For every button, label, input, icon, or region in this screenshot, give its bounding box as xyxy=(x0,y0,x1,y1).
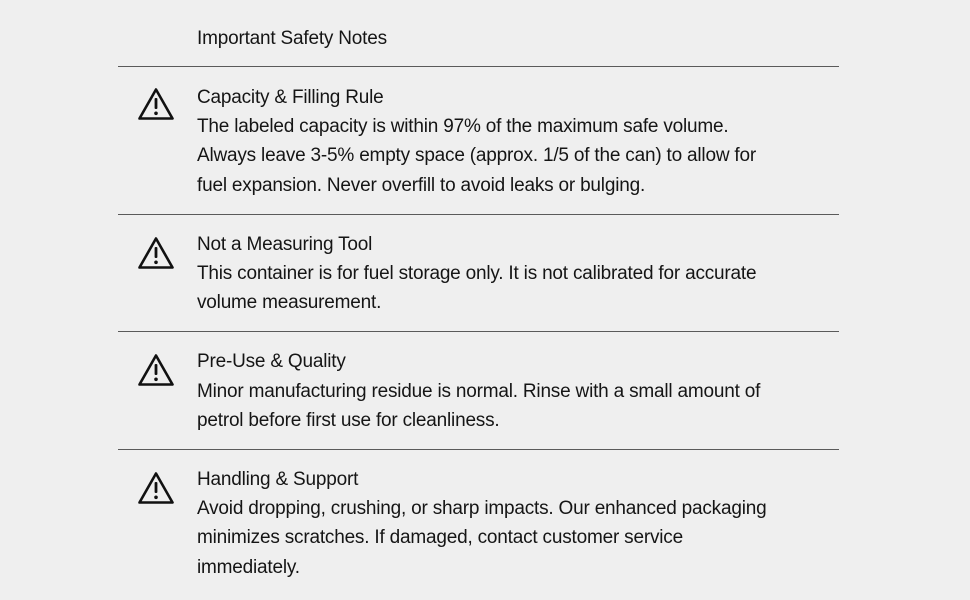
note-line: Avoid dropping, crushing, or sharp impacts. Our enhanced packaging xyxy=(197,498,767,519)
note-heading: Not a Measuring Tool xyxy=(197,234,373,255)
divider xyxy=(118,449,839,450)
note-line: Always leave 3-5% empty space (approx. 1/5 of the can) to allow for xyxy=(197,145,756,167)
note-line: The labeled capacity is within 97% of the maximum safe volume. xyxy=(197,116,729,137)
note-body xyxy=(197,377,807,436)
note-body xyxy=(197,112,807,200)
divider xyxy=(118,214,839,215)
note-line: Minor manufacturing residue is normal. Rinse with a small amount of xyxy=(197,381,761,402)
note-line: minimizes scratches. If damaged, contact customer service xyxy=(197,527,683,549)
note-body xyxy=(197,494,807,582)
note-body xyxy=(197,259,807,318)
warning-triangle-icon xyxy=(137,471,175,505)
note-line: volume measurement. xyxy=(197,292,382,314)
warning-triangle-icon xyxy=(137,353,175,387)
warning-triangle-icon xyxy=(137,236,175,270)
note-line: fuel expansion. Never overfill to avoid leaks or bulging. xyxy=(197,174,646,196)
note-heading: Handling & Support xyxy=(197,469,359,490)
warning-triangle-icon xyxy=(137,87,175,121)
page-title: Important Safety Notes xyxy=(197,28,387,49)
divider xyxy=(118,66,839,67)
note-line: This container is for fuel storage only. It is not calibrated for accurate xyxy=(197,263,757,284)
divider xyxy=(118,331,839,332)
note-line: petrol before first use for cleanliness. xyxy=(197,410,500,432)
note-heading: Pre-Use & Quality xyxy=(197,351,346,372)
note-line: immediately. xyxy=(197,556,300,578)
note-heading: Capacity & Filling Rule xyxy=(197,87,384,108)
